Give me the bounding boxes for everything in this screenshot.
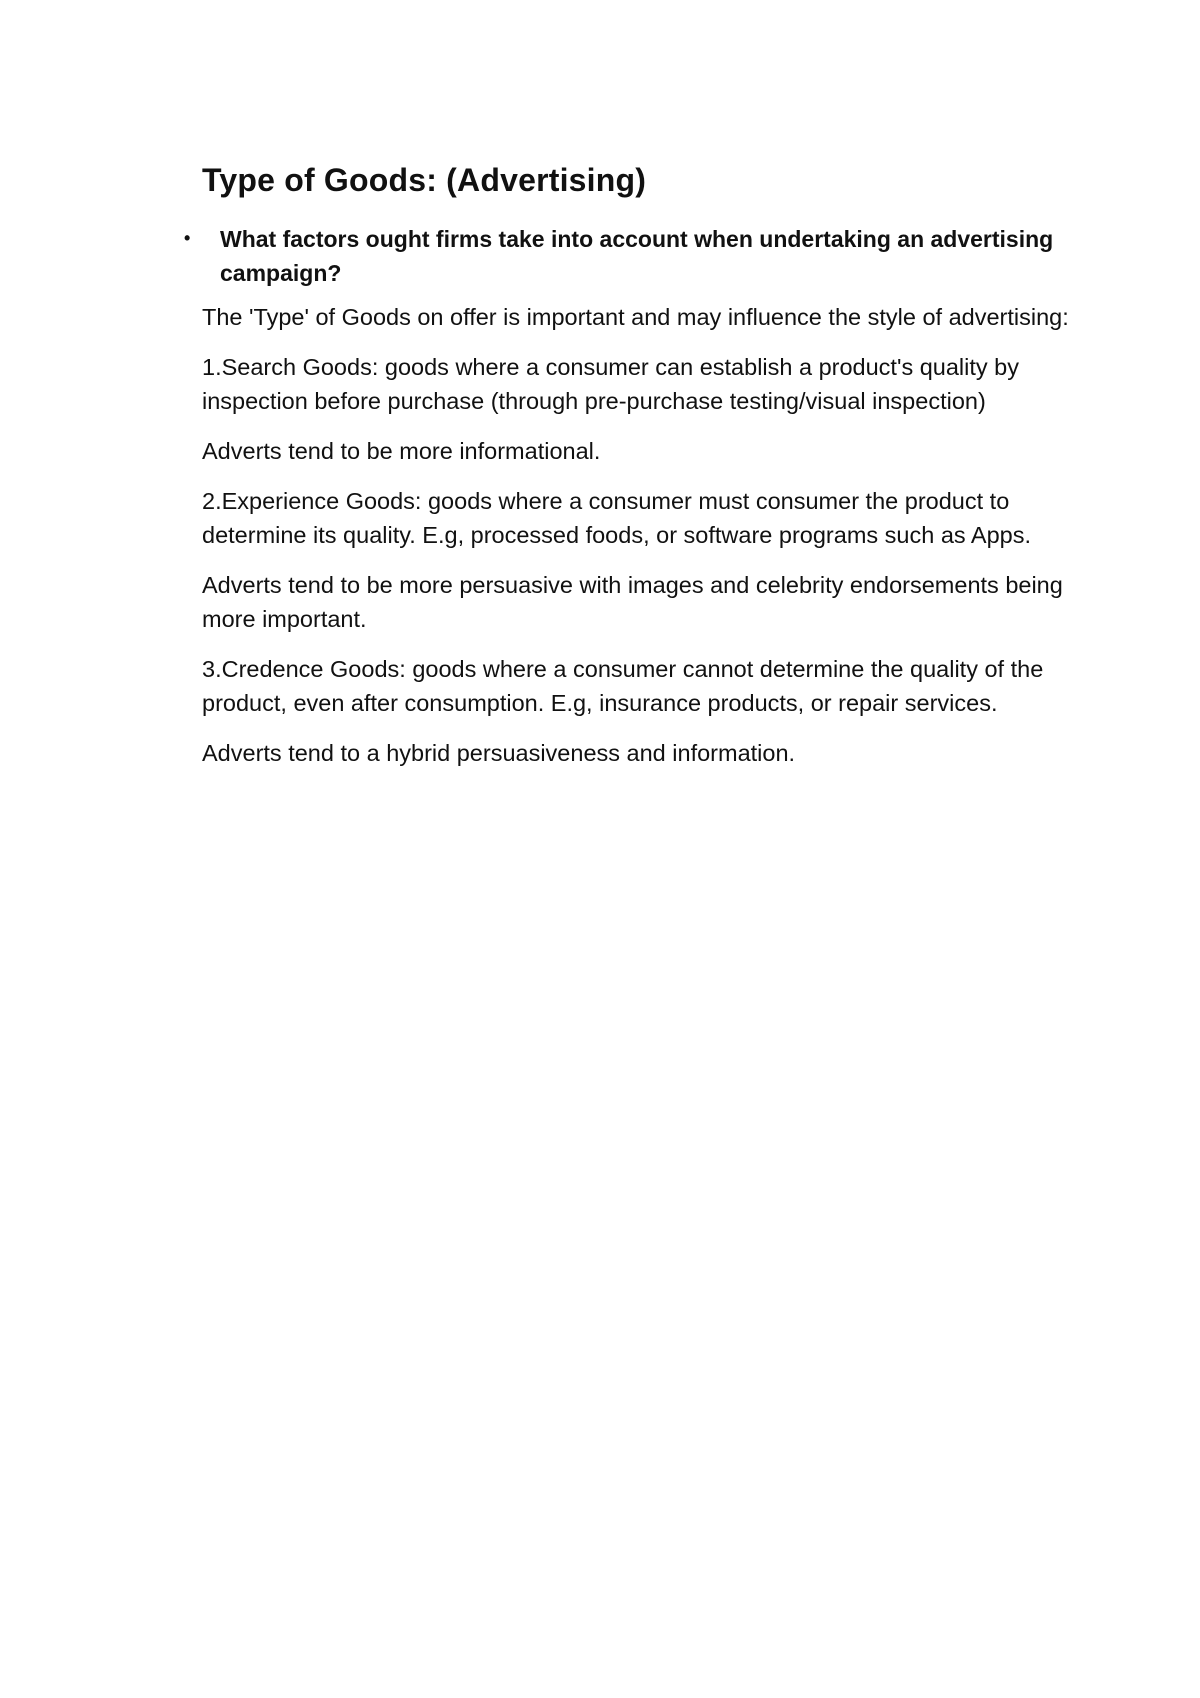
paragraph-credence-goods: 3.Credence Goods: goods where a consumer cannot determine the quality of the product, even after consumption. E.g, insurance products, or repair services. [202,656,1044,716]
document-body [184,160,1072,786]
paragraph-experience-goods: 2.Experience Goods: goods where a consumer must consumer the product to determine its quality. E.g, processed foods, or software programs such as Apps. [202,488,1031,548]
paragraph-experience-adverts: Adverts tend to be more persuasive with images and celebrity endorsements being more important. [202,572,1063,632]
document-title: Type of Goods: (Advertising) [202,162,647,198]
paragraph-search-adverts: Adverts tend to be more informational. [202,438,601,464]
bullet-icon: • [184,228,191,248]
bullet-question-text: What factors ought firms take into account when undertaking an advertising campaign? [220,226,1054,286]
bullet-question [184,222,1072,290]
paragraph-search-goods: 1.Search Goods: goods where a consumer can establish a product's quality by inspection before purchase (through pre-purchase testing/visual inspection) [202,354,1020,414]
paragraph-credence-adverts: Adverts tend to a hybrid persuasiveness and information. [202,740,796,766]
paragraph-intro: The 'Type' of Goods on offer is important and may influence the style of advertising: [202,304,1069,330]
